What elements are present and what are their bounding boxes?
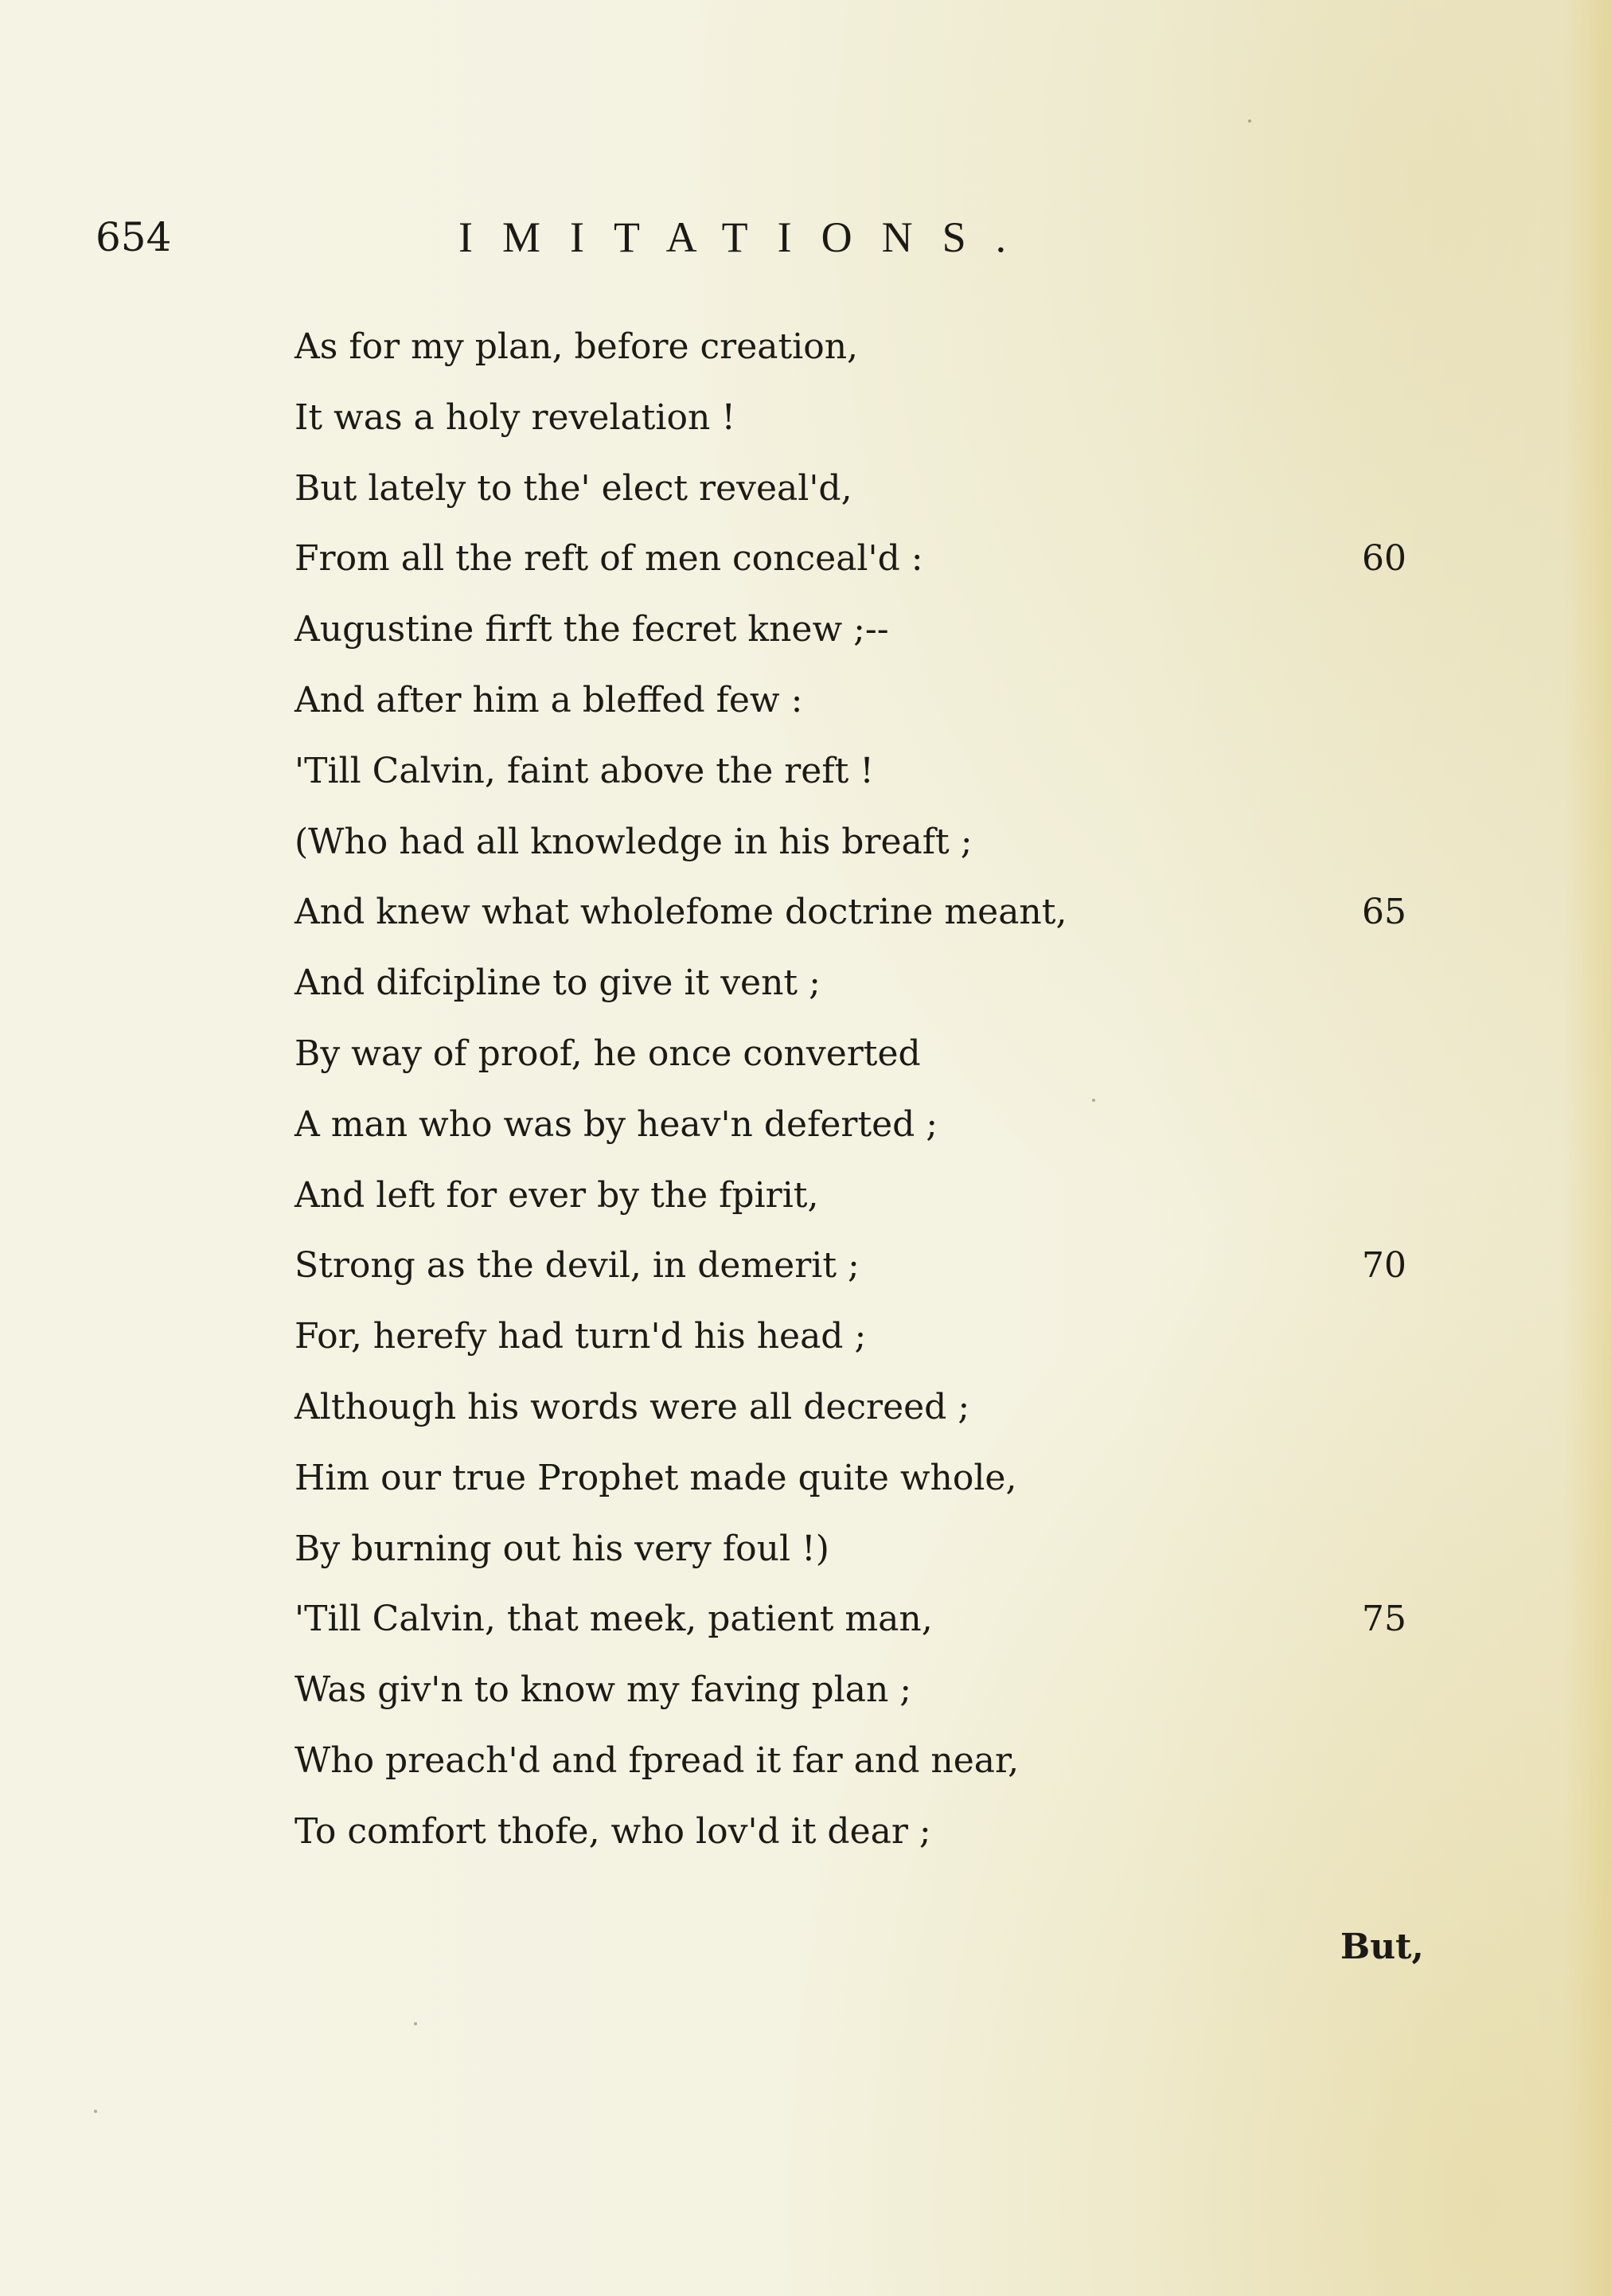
- poem-line: [295, 383, 1449, 454]
- poem-line: [295, 1584, 1449, 1655]
- poem-line: [295, 1797, 1449, 1868]
- poem-line-text: Augustine firft the fecret knew ;--: [295, 609, 889, 650]
- poem-line-text: But lately to the' elect reveal'd,: [295, 467, 852, 509]
- page-edge-shadow: [1563, 0, 1611, 2296]
- poem-line-text: As for my plan, before creation,: [295, 326, 859, 367]
- poem-line-text: 'Till Calvin, faint above the reft !: [295, 750, 874, 791]
- paper-speck: [1248, 119, 1251, 123]
- poem-line-text: It was a holy revelation !: [295, 396, 735, 438]
- poem-line-text: (Who had all knowledge in his breaft ;: [295, 821, 973, 862]
- poem-line: [295, 1726, 1449, 1797]
- poem-line-text: To comfort thofe, who lov'd it dear ;: [295, 1810, 931, 1852]
- poem-line-text: Strong as the devil, in demerit ;: [295, 1245, 860, 1287]
- poem-line-text: And left for ever by the fpirit,: [295, 1174, 819, 1216]
- poem-line-text: A man who was by heav'n deferted ;: [295, 1103, 938, 1145]
- poem-line: [295, 1373, 1449, 1443]
- poem-line: [295, 666, 1449, 736]
- poem-line-text: Was giv'n to know my faving plan ;: [295, 1669, 912, 1711]
- poem-line: [295, 312, 1449, 383]
- poem-line-text: By burning out his very foul !): [295, 1528, 829, 1569]
- poem-line: [295, 1655, 1449, 1726]
- poem-line: [295, 877, 1449, 948]
- poem-text: [295, 312, 1449, 1868]
- poem-line: [295, 524, 1449, 595]
- line-number: 70: [1362, 1245, 1406, 1287]
- poem-line-text: Although his words were all decreed ;: [295, 1386, 970, 1427]
- poem-line: [295, 454, 1449, 525]
- running-title: IMITATIONS.: [458, 213, 1036, 261]
- line-number: 65: [1362, 892, 1406, 933]
- poem-line-text: Who preach'd and fpread it far and near,: [295, 1740, 1020, 1781]
- line-number: 60: [1362, 538, 1406, 580]
- catchword: But,: [1340, 1927, 1424, 1967]
- poem-line: [295, 1019, 1449, 1090]
- paper-speck: [1092, 1099, 1095, 1102]
- poem-line: [295, 595, 1449, 666]
- line-number: 75: [1362, 1599, 1406, 1640]
- poem-line: [295, 1302, 1449, 1373]
- poem-line-text: Him our true Prophet made quite whole,: [295, 1457, 1017, 1498]
- poem-line-text: And after him a bleffed few :: [295, 679, 803, 720]
- poem-line: [295, 1443, 1449, 1514]
- poem-line: [295, 1231, 1449, 1302]
- running-head: [96, 205, 1210, 269]
- poem-line: [295, 736, 1449, 807]
- poem-line-text: For, herefy had turn'd his head ;: [295, 1316, 867, 1357]
- poem-line-text: From all the reft of men conceal'd :: [295, 538, 923, 580]
- poem-line-text: 'Till Calvin, that meek, patient man,: [295, 1599, 933, 1640]
- poem-line: [295, 948, 1449, 1019]
- poem-line: [295, 1514, 1449, 1585]
- poem-line: [295, 1090, 1449, 1161]
- poem-line-text: By way of proof, he once converted: [295, 1033, 921, 1074]
- poem-line: [295, 1161, 1449, 1232]
- paper-speck: [414, 2022, 417, 2025]
- poem-line-text: And knew what wholefome doctrine meant,: [295, 892, 1067, 933]
- poem-line-text: And difcipline to give it vent ;: [295, 963, 821, 1004]
- page-number: 654: [96, 214, 172, 260]
- paper-speck: [94, 2110, 97, 2113]
- poem-line: [295, 807, 1449, 878]
